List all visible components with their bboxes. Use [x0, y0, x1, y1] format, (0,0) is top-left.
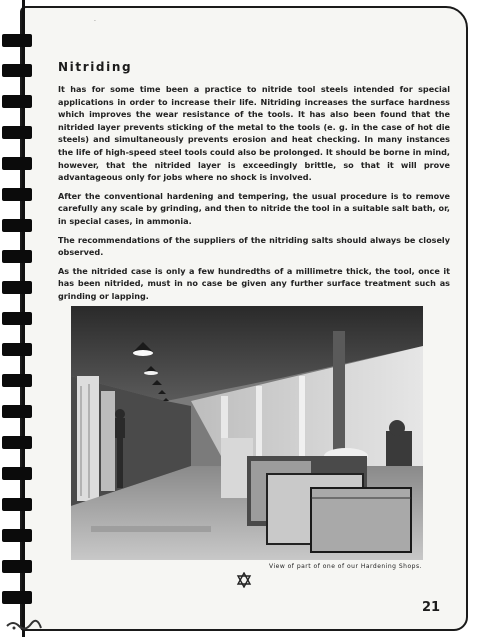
hardening-shop-photo — [71, 306, 423, 560]
binding-hole — [2, 95, 32, 108]
binding-hole — [2, 374, 32, 387]
binding-hole — [2, 591, 32, 604]
binding-hole — [2, 467, 32, 480]
page-number: 21 — [422, 600, 441, 615]
binding-hole — [2, 157, 32, 170]
binding-hole — [2, 436, 32, 449]
paragraph-caution: As the nitrided case is only a few hundredths of a millimetre thick, the tool, once it has been nitrided, must in no case be given any further surface treatment such as grinding or lapping. — [58, 265, 450, 301]
binding-hole — [2, 312, 32, 325]
paragraph-recommendations: The recommendations of the suppliers of the nitriding salts should always be closely observed. — [58, 234, 450, 258]
binding-hole — [2, 498, 32, 511]
binding-hole — [2, 64, 32, 77]
paragraph-procedure: After the conventional hardening and tempering, the usual procedure is to remove carefully any scale by grinding, and then to nitride the tool in a suitable salt bath, or, in special cases, in ammonia. — [58, 190, 450, 226]
binding-hole — [2, 34, 32, 47]
binding-hole — [2, 219, 32, 232]
photo-caption: View of part of one of our Hardening Shops. — [268, 563, 422, 570]
scan-smudge — [5, 612, 45, 632]
binding-hole — [2, 281, 32, 294]
binding-hole — [2, 250, 32, 263]
section-heading: Nitriding — [58, 60, 133, 74]
binding-hole — [2, 405, 32, 418]
binding-hole — [2, 343, 32, 356]
paper-speck: · — [94, 18, 96, 25]
binding-hole — [2, 529, 32, 542]
binding-hole — [2, 560, 32, 573]
paragraph-intro: It has for some time been a practice to nitride tool steels intended for special applications in order to increase their life. Nitriding increases the surface hardness which improves the wear resistance of the tools. It has also been found that the nitrided layer prevents sticking of the metal to the tools (e. g. in the case of hot die steels) and simultaneously prevents erosion and heat checking. In many instances the life of high-speed steel tools could also be prolonged. It should be borne in mind, however, that the nitrided layer is exceedingly brittle, so that it will prove advantageous only for jobs where no shock is involved. — [58, 84, 450, 183]
spiral-binding — [0, 0, 36, 637]
binding-hole — [2, 188, 32, 201]
star-of-david-icon — [236, 572, 252, 588]
article — [58, 60, 450, 309]
binding-hole — [2, 126, 32, 139]
